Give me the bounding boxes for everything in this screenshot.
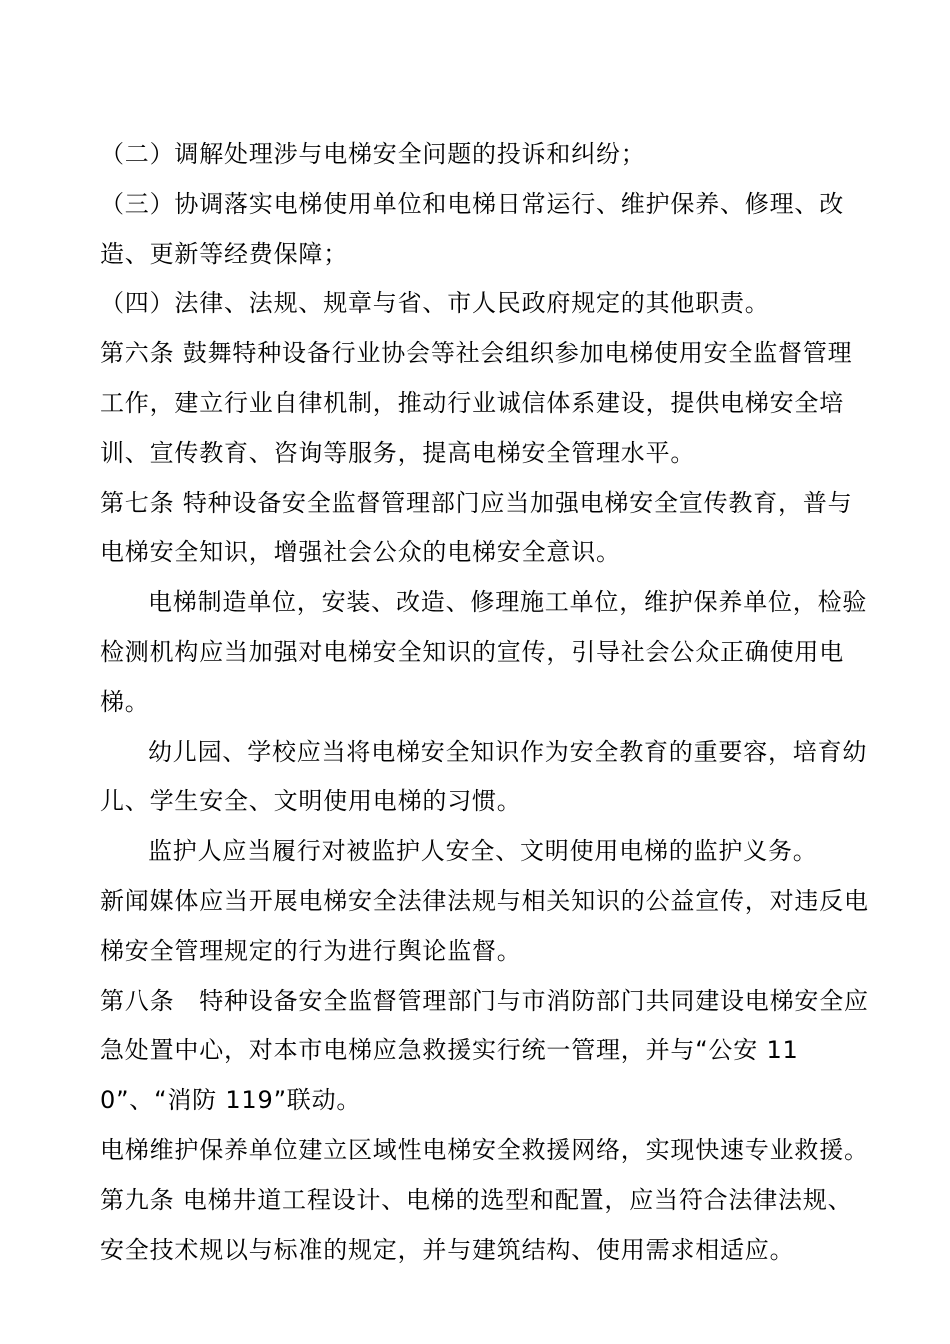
paragraph-item-3: （三）协调落实电梯使用单位和电梯日常运行、维护保养、修理、改造、更新等经费保障； (100, 189, 844, 268)
article-6: 第六条 鼓舞特种设备行业协会等社会组织参加电梯使用安全监督管理工作，建立行业自律机制，推动行业诚信体系建设，提供电梯安全培训、宣传教育、咨询等服务，提高电梯安全管理水平。 (100, 339, 853, 467)
article-7: 第七条 特种设备安全监督管理部门应当加强电梯安全宣传教育，普与电梯安全知识，增强社会公众的电梯安全意识。 (100, 488, 853, 567)
article-8: 第八条 特种设备安全监督管理部门与市消防部门共同建设电梯安全应急处置中心，对本市电梯应急救援实行统一管理，并与“公安 110”、“消防 119”联动。 (100, 986, 869, 1115)
document-body (100, 130, 870, 1275)
article-7-paragraph-guardians: 监护人应当履行对被监护人安全、文明使用电梯的监护义务。 (148, 837, 818, 866)
article-9: 第九条 电梯井道工程设计、电梯的选型和配置，应当符合法律法规、安全技术规以与标准的规定，并与建筑结构、使用需求相适应。 (100, 1185, 853, 1264)
paragraph-item-4: （四）法律、法规、规章与省、市人民政府规定的其他职责。 (100, 289, 770, 318)
article-8-paragraph-rescue-network: 电梯维护保养单位建立区域性电梯安全救援网络，实现快速专业救援。 (100, 1135, 869, 1164)
article-7-paragraph-manufacturers: 电梯制造单位，安装、改造、修理施工单位，维护保养单位，检验检测机构应当加强对电梯安全知识的宣传，引导社会公众正确使用电梯。 (100, 588, 868, 716)
article-7-paragraph-media: 新闻媒体应当开展电梯安全法律法规与相关知识的公益宣传，对违反电梯安全管理规定的行为进行舆论监督。 (100, 886, 869, 965)
paragraph-item-2: （二）调解处理涉与电梯安全问题的投诉和纠纷； (100, 140, 646, 168)
article-7-paragraph-schools: 幼儿园、学校应当将电梯安全知识作为安全教育的重要容，培育幼儿、学生安全、文明使用电梯的习惯。 (100, 737, 868, 816)
